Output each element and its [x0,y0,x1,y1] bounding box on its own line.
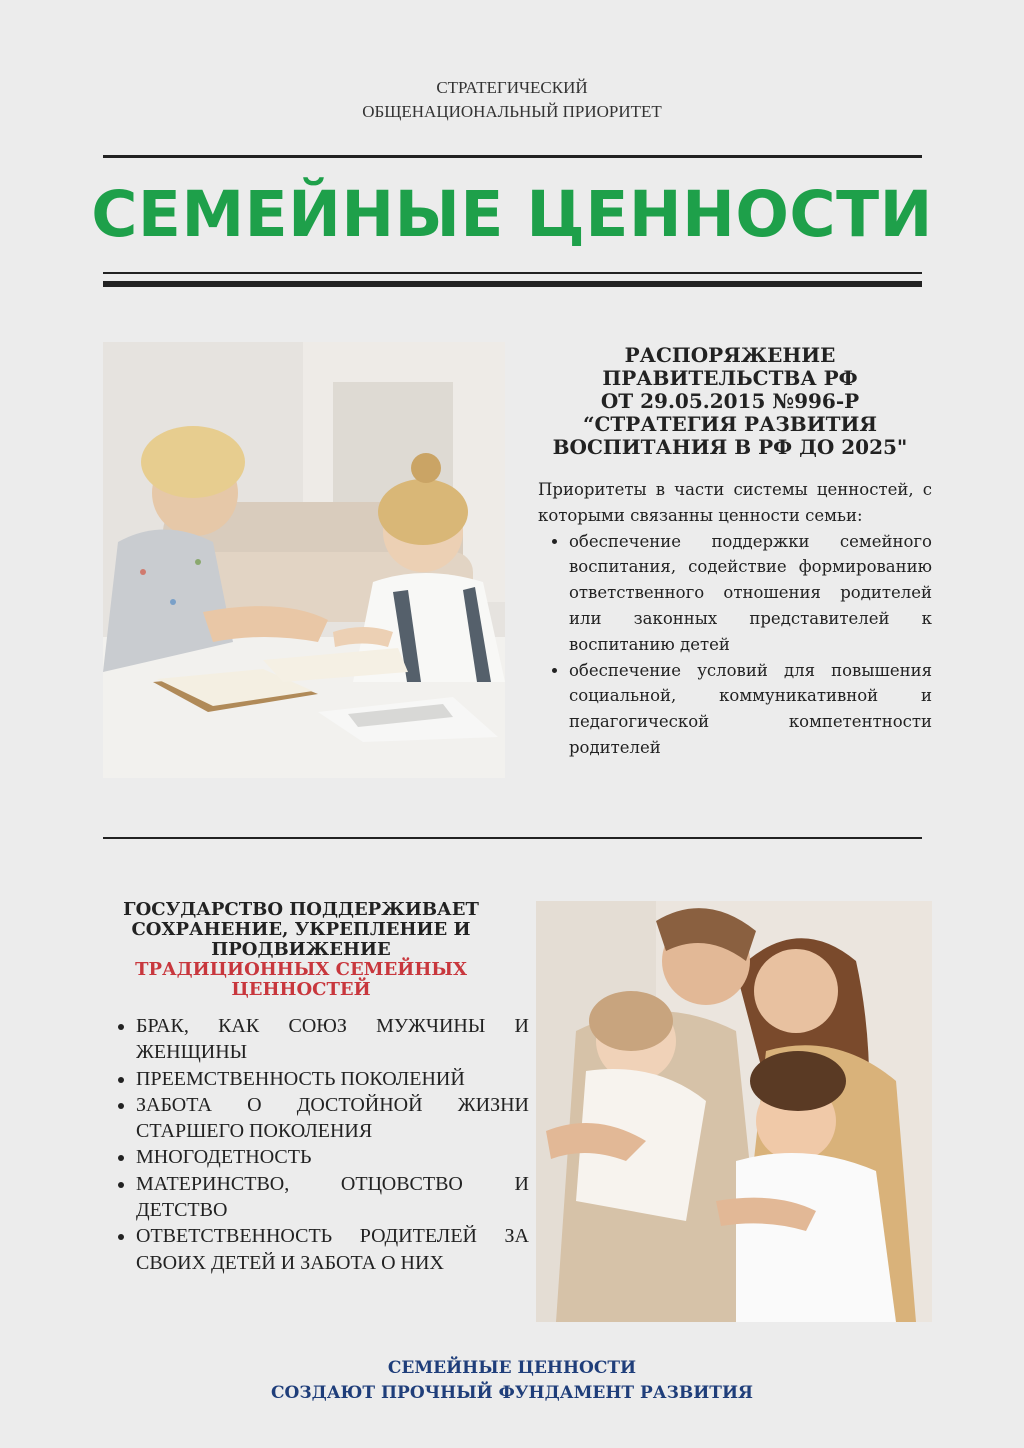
list-item: • БРАК, КАК СОЮЗ МУЖЧИНЫ И ЖЕНЩИНЫ [136,1013,529,1066]
traditional-values-list [112,1013,529,1276]
state-support-title [95,900,507,1000]
decree-title-line-4: “СТРАТЕГИЯ РАЗВИТИЯ [582,412,878,436]
decree-intro: Приоритеты в части системы ценностей, с которыми связанны ценности семьи: [538,480,932,525]
divider-middle [103,837,922,839]
divider-top [103,155,922,158]
footer-line-2: СОЗДАЮТ ПРОЧНЫЙ ФУНДАМЕНТ РАЗВИТИЯ [270,1383,754,1403]
decree-title-line-5: ВОСПИТАНИЯ В РФ ДО 2025" [552,435,908,459]
footer-slogan [0,1356,1024,1406]
page-title: СЕМЕЙНЫЕ ЦЕННОСТИ [91,178,933,251]
list-item: • МАТЕРИНСТВО, ОТЦОВСТВО И ДЕТСТВО [136,1171,529,1224]
list-item: • ЗАБОТА О ДОСТОЙНОЙ ЖИЗНИ СТАРШЕГО ПОКОЛЕНИЯ [136,1092,529,1145]
decree-body [538,477,932,761]
kicker-line-1: СТРАТЕГИЧЕСКИЙ [436,78,588,97]
list-item: • обеспечение поддержки семейного воспитания, содействие формированию ответственного отношения родителей или законных представителей к воспитанию детей [569,529,932,658]
divider-double-thick [103,281,922,287]
list-item: • ПРЕЕМСТВЕННОСТЬ ПОКОЛЕНИЙ [136,1066,529,1092]
list-item: • МНОГОДЕТНОСТЬ [136,1144,529,1170]
kicker-line-2: ОБЩЕНАЦИОНАЛЬНЫЙ ПРИОРИТЕТ [362,102,662,121]
state-title-line-3: ПРОДВИЖЕНИЕ [211,939,391,960]
list-item: • ОТВЕТСТВЕННОСТЬ РОДИТЕЛЕЙ ЗА СВОИХ ДЕТЕЙ И ЗАБОТА О НИХ [136,1223,529,1276]
photo-family-hug [536,901,932,1322]
highlight-line-1: ТРАДИЦИОННЫХ СЕМЕЙНЫХ [135,959,467,980]
highlight-line-2: ЦЕННОСТЕЙ [231,979,371,1000]
divider-double-thin [103,272,922,274]
decree-title-line-2: ПРАВИТЕЛЬСТВА РФ [602,366,858,390]
kicker-text [0,76,1024,124]
state-title-line-2: СОХРАНЕНИЕ, УКРЕПЛЕНИЕ И [131,919,471,940]
state-title-line-1: ГОСУДАРСТВО ПОДДЕРЖИВАЕТ [123,899,479,920]
list-item: • обеспечение условий для повышения социальной, коммуникативной и педагогической компетентности родителей [569,658,932,761]
footer-line-1: СЕМЕЙНЫЕ ЦЕННОСТИ [387,1358,637,1378]
decree-title-line-1: РАСПОРЯЖЕНИЕ [624,343,836,367]
decree-priority-list [538,529,932,761]
photo-children-reading [103,342,505,778]
decree-title-line-3: ОТ 29.05.2015 №996-Р [600,389,860,413]
decree-title [530,344,930,459]
